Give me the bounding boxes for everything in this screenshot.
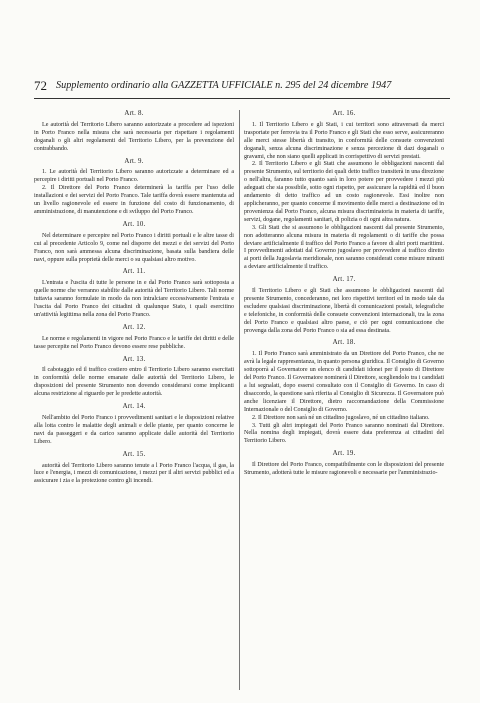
article-heading: Art. 12. bbox=[122, 323, 146, 331]
article-paragraph: 2. Il Territorio Libero e gli Stati che assumono le obbligazioni nascenti dal presente Strumento, sul territorio dei quali detto traffico transiterà in una direzione o nell'altra, faranno tutto quanto sarà in loro potere per provvedere i mezzi più adeguati che sia possibile, sotto ogni rispetto, per assicurare la rapidità ed il buon andamento di detto traffico ad un costo ragionevole. Essi inoltre non applicheranno, per quanto concerne il movimento delle merci a destinazione od in provenienza dal Porto Franco, alcuna misura discriminatoria in materia di tariffe, servizi, dogane, regolamenti sanitari, di polizia o di ogni altra natura. bbox=[244, 161, 444, 223]
left-column bbox=[34, 110, 234, 486]
article-heading: Art. 17. bbox=[332, 276, 356, 284]
article-paragraph: 3. Gli Stati che si assumono le obbligazioni nascenti dal presente Strumento, non adotteranno alcuna misura in materia di regolamenti o di tariffe che possa deviare artificialmente il traffico del Porto Franco a favore di altri porti marittimi. I provvedimenti adottati dal Governo jugoslavo per provvedere al traffico diretto ai porti della Jugoslavia meridionale, non saranno considerati come misure miranti a deviare artificialmente il traffico. bbox=[244, 224, 444, 271]
page-header bbox=[34, 78, 450, 94]
article-paragraph: Nel determinare e percepire nel Porto Franco i diritti portuali e le altre tasse di cui al precedente Articolo 9, come nel disporre dei mezzi e dei servizi del Porto Franco, non sarà ammessa alcuna discriminazione, basata sulla bandiera delle navi, oppure sulla proprietà delle merci o su qualsiasi altro motivo. bbox=[34, 232, 234, 263]
page-number: 72 bbox=[34, 78, 47, 93]
article-paragraph: Il Direttore del Porto Franco, compatibilmente con le disposizioni del presente Strumento, adotterà tutte le misure ragionevoli e necessarie per l'amministrazio- bbox=[244, 462, 444, 477]
article-paragraph: 3. Tutti gli altri impiegati del Porto Franco saranno nominati dal Direttore. Nella nomina degli impiegati, dovrà essere data preferenza ai cittadini del Territorio Libero. bbox=[244, 422, 444, 445]
article-paragraph: 1. Il Porto Franco sarà amministrato da un Direttore del Porto Franco, che ne avrà la legale rappresentanza, in quanto persona giuridica. Il Consiglio di Governo sottoporrà al Governatore un elenco di candidati idonei per il posto di Direttore del Porto Franco. Il Governatore nominerà il Direttore, scegliendolo tra i candidati a lui segnalati, dopo essersi consultato con il Consiglio di Governo. In caso di disaccordo, la questione sarà riferita al Consiglio di Sicurezza. Il Governatore può anche licenziare il Direttore, dietro raccomandazione della Commissione Internazionale o del Consiglio di Governo. bbox=[244, 351, 444, 413]
article-paragraph: Nell'ambito del Porto Franco i provvedimenti sanitari e le disposizioni relative alla lotta contro le malattie degli animali e delle piante, per quanto concerne le navi da passeggeri e da carico saranno applicate dalle autorità del Territorio Libero. bbox=[34, 415, 234, 445]
header-title: Supplemento ordinario alla GAZZETTA UFFICIALE n. 295 del 24 dicembre 1947 bbox=[56, 80, 392, 91]
article-paragraph: Il Territorio Libero e gli Stati che assumono le obbligazioni nascenti dal presente Strumento, concederanno, nei loro rispettivi territori ed in modo tale da escludere qualsiasi discriminazione, libertà di comunicazioni postali, telegrafiche e telefoniche, in conformità delle consuete convenzioni internazionali, tra la zona del Porto Franco e qualsiasi altro paese, e ciò per ogni comunicazione che provenga dalla zona del Porto Franco o sia ad essa destinata. bbox=[244, 288, 444, 334]
article-heading: Art. 13. bbox=[122, 355, 146, 363]
article-paragraph: L'entrata e l'uscita di tutte le persone in e dal Porto Franco sarà sottoposta a quelle norme che verranno stabilite dalle autorità del Territorio Libero. Tali norme tuttavia saranno formulate in modo da non intralciare eccessivamente l'entrata e l'uscita dal Porto Franco dei cittadini di qualunque Stato, i quali esercitino un'attività legittima nella zona del Porto Franco. bbox=[34, 280, 234, 318]
article-paragraph: Il cabotaggio ed il traffico costiero entro il Territorio Libero saranno esercitati in conformità delle norme emanate dalle autorità del Territorio Libero, le disposizioni del presente Strumento non dovendo considerarsi come implicanti alcuna restrizione al riguardo per le predette autorità. bbox=[34, 367, 234, 398]
article-heading: Art. 14. bbox=[122, 403, 146, 411]
column-divider bbox=[239, 110, 240, 690]
article-heading: Art. 9. bbox=[124, 157, 144, 165]
article-heading: Art. 15. bbox=[122, 450, 146, 458]
article-paragraph: 1. Il Territorio Libero e gli Stati, i cui territori sono attraversati da merci trasportate per ferrovia tra il Porto Franco e gli Stati che esso serve, assicureranno alle merci stesse libertà di transito, in conformità delle consuete convenzioni doganali, senza alcuna discriminazione e senza percezione di dazi doganali o gravami, che non siano quelli applicati in corrispettivo di servizi prestati. bbox=[244, 121, 444, 160]
article-paragraph: 1. Le autorità del Territorio Libero saranno autorizzate a determinare ed a percepire i diritti portuali nel Porto Franco. bbox=[34, 169, 234, 184]
right-column bbox=[244, 110, 444, 478]
header-rule bbox=[34, 98, 450, 99]
article-heading: Art. 11. bbox=[122, 268, 146, 276]
article-paragraph: Le autorità del Territorio Libero saranno autorizzate a procedere ad ispezioni in Porto Franco nella misura che sarà necessaria per rispettare i regolamenti doganali o gli altri regolamenti del Territorio Libero, per la prevenzione del contrabbando. bbox=[34, 121, 234, 152]
article-heading: Art. 16. bbox=[332, 110, 356, 117]
article-paragraph: 2. Il Direttore del Porto Franco determinerà la tariffa per l'uso delle installazioni e dei servizi del Porto Franco. Tale tariffa dovrà essere mantenuta ad un livello ragionevole ed essere in funzione del costo di funzionamento, di amministrazione, di manutenzione e di sviluppo del Porto Franco. bbox=[34, 185, 234, 215]
article-heading: Art. 10. bbox=[122, 220, 146, 228]
article-paragraph: Le norme e regolamenti in vigore nel Porto Franco e le tariffe dei diritti e delle tasse percepite nel Porto Franco devono essere rese pubbliche. bbox=[34, 335, 234, 350]
article-heading: Art. 8. bbox=[124, 110, 144, 117]
article-paragraph: 2. Il Direttore non sarà né un cittadino jugoslavo, né un cittadino italiano. bbox=[252, 414, 430, 421]
article-heading: Art. 19. bbox=[332, 450, 356, 458]
article-heading: Art. 18. bbox=[332, 339, 356, 347]
article-paragraph: autorità del Territorio Libero saranno tenute a l Porto Franco l'acqua, il gas, la luce e l'energia, i mezzi di comunicazione, i mezzi per il altri servizi pubblici ed a assicurare i zia e la protezione contro gli incendi. bbox=[34, 462, 234, 485]
